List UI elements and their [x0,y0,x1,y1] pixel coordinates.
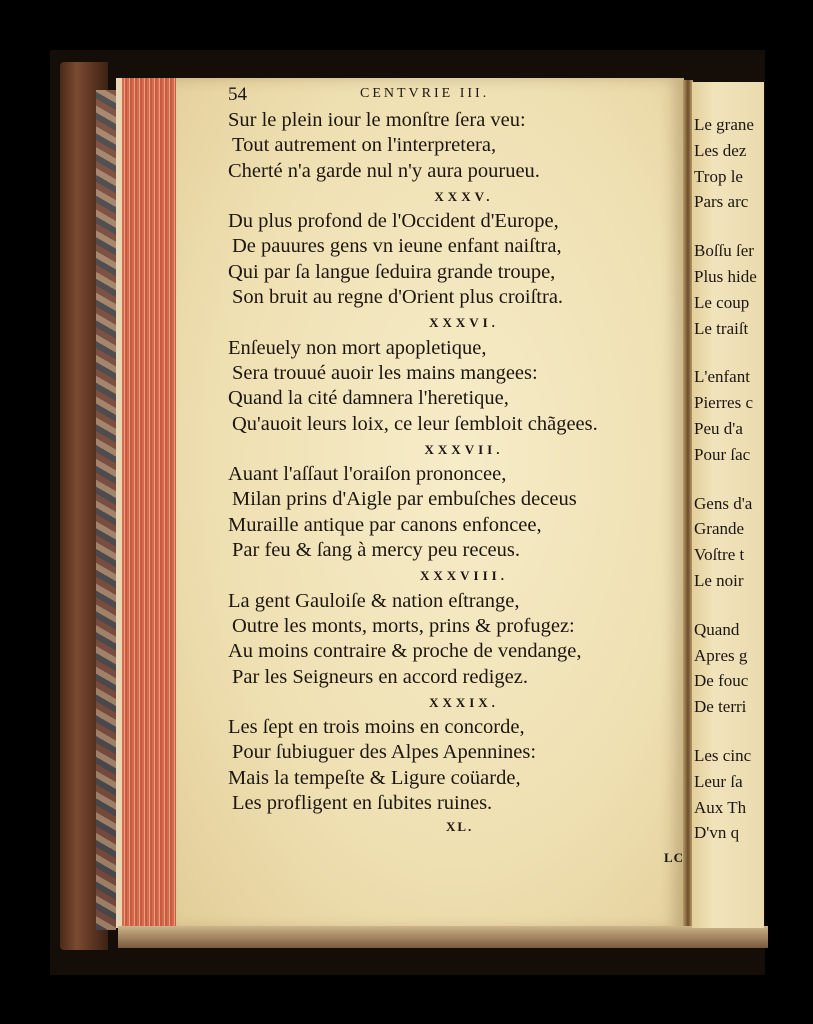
verse-line-fragment: L'enfant [694,367,750,387]
verse-line: De pauures gens vn ieune enfant naiſtra, [232,235,562,258]
right-page [692,82,764,928]
verse-line-fragment: Apres g [694,645,748,665]
verse-line-fragment: Pour ſac [694,444,751,464]
stanza-gap [694,215,764,238]
verse-line-fragment: D'vn q [694,823,740,843]
verse-line-fragment: Le grane [694,115,754,134]
verse-line-fragment: Peu d'a [694,418,743,438]
verse-line: Sera trouué auoir les mains mangees: [232,361,538,384]
left-page-text [228,84,680,838]
verse-line: Par les Seigneurs en accord redigez. [232,665,528,688]
verse-line: Quand la cité damnera l'heretique, [228,387,509,410]
marbled-endpaper [96,90,116,930]
verse-line-fragment: De fouc [694,671,749,691]
verse-line-fragment: Leur ſa [694,771,743,791]
verse-line-fragment: De terri [694,697,747,717]
verse-line-fragment: Gens d'a [694,493,753,513]
quatrain-list [228,108,680,816]
stanza-gap [694,720,764,743]
verse-line-fragment: Grande [694,519,745,539]
verse-line: Outre les monts, morts, prins & profugez: [232,614,575,637]
verse-line: Du plus profond de l'Occident d'Europe, [228,210,559,233]
stanza-gap [694,341,764,364]
quatrain-number: XXXVII. [424,441,504,457]
verse-line-fragment: Le coup [694,292,750,312]
verse-line-fragment: Plus hide [694,266,757,286]
verse-line: La gent Gauloiſe & nation eſtrange, [228,589,520,612]
verse-line-fragment: Le traiſt [694,318,749,338]
verse-line-fragment: Pierres c [694,393,754,413]
verse-line: Son bruit au regne d'Orient plus croiſtra. [232,286,564,309]
stanza-gap [694,594,764,617]
verse-line-fragment: Pars arc [694,192,749,212]
verse-line: Qu'auoit leurs loix, ce leur ſembloit chãgees. [232,412,598,435]
verse-line-fragment: Aux Th [694,797,747,817]
verse-line-fragment: Trop le [694,166,743,186]
verse-line: Mais la tempeſte & Ligure coüarde, [228,766,521,789]
running-head [228,84,680,108]
verse-line: Enſeuely non mort apopletique, [228,336,487,359]
verse-line-fragment: Les dez [694,140,747,160]
verse-line: Pour ſubiuguer des Alpes Apennines: [232,741,537,764]
verse-line: Tout autrement on l'interpretera, [232,134,497,157]
quatrain-number: XXXVI. [429,315,499,331]
verse-line-fragment: Le noir [694,570,744,590]
quatrain-number: XXXV. [434,188,494,204]
verse-line: Cherté n'a garde nul n'y aura pourueu. [228,159,540,182]
verse-line: Muraille antique par canons enfoncee, [228,513,542,536]
verse-line-fragment: Voſtre t [694,545,745,565]
verse-line-fragment: Boſſu ſer [694,241,754,261]
verse-line-fragment: Quand [694,619,740,639]
catchword: XL. [446,819,474,835]
running-title: CENTVRIE III. [360,86,490,101]
right-catchword: LC [664,850,685,865]
verse-line: Au moins contraire & proche de vendange, [228,640,582,663]
page-number: 54 [228,84,247,105]
quatrain-number: XXXIX. [429,694,499,710]
quatrain-number: XXXVIII. [420,568,508,584]
verse-line-fragment: Les cinc [694,745,752,765]
verse-line: Sur le plein iour le monſtre ſera veu: [228,109,526,131]
verse-line: Les ſept en trois moins en concorde, [228,716,525,739]
stanza-gap [694,468,764,491]
verse-line: Milan prins d'Aigle par embuſches deceus [232,488,577,511]
verse-line: Les profligent en ſubites ruines. [232,792,493,815]
verse-line: Par feu & ſang à mercy peu receus. [232,539,521,562]
bottom-page-edge [118,926,768,948]
verse-line: Auant l'aſſaut l'oraiſon prononcee, [228,463,507,486]
right-page-text [694,112,764,846]
verse-line: Qui par ſa langue ſeduira grande troupe, [228,260,556,283]
